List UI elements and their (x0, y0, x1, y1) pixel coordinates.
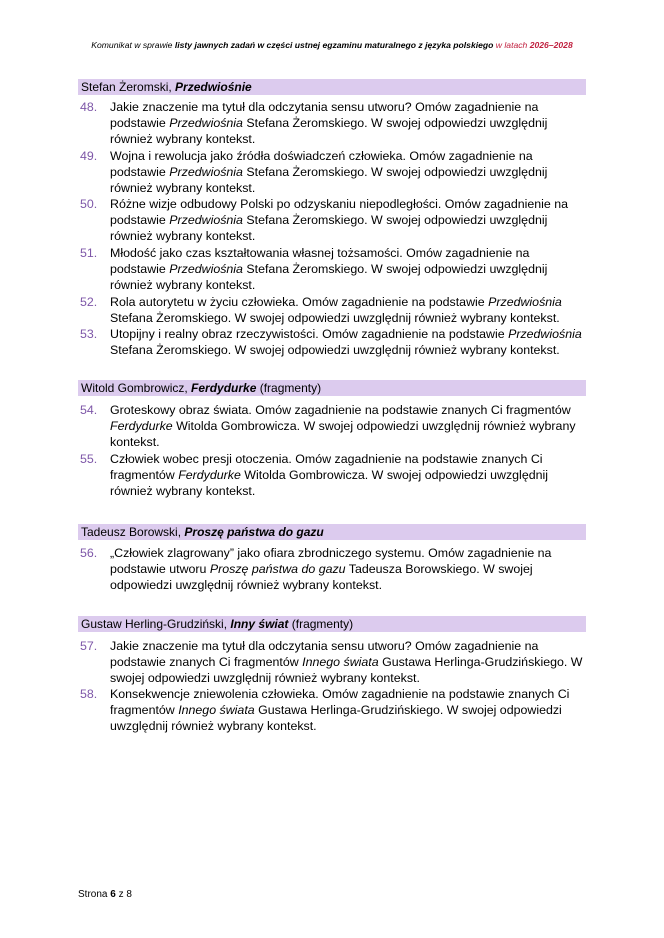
topic-text: „Człowiek zlagrowany” jako ofiara zbrodniczego systemu. Omów zagadnienie na podstawie utworu Proszę państwa do gazu Tadeusza Borowskiego. W swojej odpowiedzi uwzględnij również wybrany kontekst. (110, 546, 552, 593)
topic-item-52 (80, 294, 586, 326)
topic-number: 49. (80, 149, 98, 163)
topic-item-54 (80, 402, 586, 451)
footer-of: z (115, 889, 127, 900)
topic-number: 56. (80, 546, 98, 560)
topic-text: Różne wizje odbudowy Polski po odzyskaniu niepodległości. Omów zagadnienie na podstawie Przedwiośnia Stefana Żeromskiego. W swojej odpowiedzi uwzględnij również wybrany kontekst. (110, 197, 569, 244)
topic-text: Jakie znaczenie ma tytuł dla odczytania sensu utworu? Omów zagadnienie na podstawie znanych Ci fragmentów Innego świata Gustawa Herlinga-Grudzińskiego. W swojej odpowiedzi uwzględnij również wybrany kontekst. (110, 639, 583, 686)
section-header-zeromski (78, 79, 586, 95)
topic-text: Rola autorytetu w życiu człowieka. Omów zagadnienie na podstawie Przedwiośnia Stefana Żeromskiego. W swojej odpowiedzi uwzględnij również wybrany kontekst. (110, 295, 562, 326)
topic-number: 55. (80, 452, 98, 466)
section-header-herling-grudzinski (78, 616, 586, 632)
topic-number: 53. (80, 327, 98, 341)
footer-label: Strona (78, 889, 111, 900)
topic-number: 54. (80, 403, 98, 417)
page-footer (78, 889, 132, 900)
topic-item-58 (80, 686, 586, 735)
header-years: 2026–2028 (529, 40, 573, 50)
topic-number: 58. (80, 687, 98, 701)
page-number: 6 (110, 889, 116, 900)
section-author: Stefan Żeromski, (81, 80, 176, 94)
topic-number: 50. (80, 197, 98, 211)
section-work-title: Inny świat (230, 617, 289, 631)
section-suffix: (fragmenty) (288, 617, 354, 631)
topic-text: Młodość jako czas kształtowania własnej tożsamości. Omów zagadnienie na podstawie Przedwiośnia Stefana Żeromskiego. W swojej odpowiedzi uwzględnij również wybrany kontekst. (110, 246, 548, 293)
section-header-gombrowicz (78, 380, 586, 396)
section-work-title: Przedwiośnie (175, 80, 252, 94)
topic-number: 51. (80, 246, 98, 260)
header-accent-text: w latach (493, 40, 530, 50)
topic-number: 52. (80, 295, 98, 309)
topic-number: 57. (80, 639, 98, 653)
topic-item-56 (80, 545, 586, 594)
section-author: Gustaw Herling-Grudziński, (81, 617, 231, 631)
topic-item-53 (80, 326, 586, 358)
section-author: Tadeusz Borowski, (81, 525, 185, 539)
header-text: Komunikat w sprawie (91, 40, 175, 50)
header-bold-text: listy jawnych zadań w części ustnej egzaminu maturalnego z języka polskiego (174, 40, 494, 50)
topic-text: Utopijny i realny obraz rzeczywistości. Omów zagadnienie na podstawie Przedwiośnia Stefana Żeromskiego. W swojej odpowiedzi uwzględnij również wybrany kontekst. (110, 327, 582, 358)
section-header-borowski (78, 524, 586, 540)
topic-number: 48. (80, 100, 98, 114)
section-author: Witold Gombrowicz, (81, 381, 192, 395)
topic-text: Człowiek wobec presji otoczenia. Omów zagadnienie na podstawie znanych Ci fragmentów Ferdydurke Witolda Gombrowicza. W swojej odpowiedzi uwzględnij również wybrany kontekst. (110, 452, 548, 499)
topic-item-49 (80, 148, 586, 197)
topic-item-51 (80, 245, 586, 294)
topic-text: Jakie znaczenie ma tytuł dla odczytania sensu utworu? Omów zagadnienie na podstawie Przedwiośnia Stefana Żeromskiego. W swojej odpowiedzi uwzględnij również wybrany kontekst. (110, 100, 548, 147)
page-total: 8 (126, 889, 132, 900)
topic-text: Groteskowy obraz świata. Omów zagadnienie na podstawie znanych Ci fragmentów Ferdydurke Witolda Gombrowicza. W swojej odpowiedzi uwzględnij również wybrany kontekst. (110, 403, 576, 450)
topic-item-48 (80, 99, 586, 148)
topic-text: Konsekwencje zniewolenia człowieka. Omów zagadnienie na podstawie znanych Ci fragmentów Innego świata Gustawa Herlinga-Grudzińskiego. W swojej odpowiedzi uwzględnij również wybrany kontekst. (110, 687, 570, 734)
section-suffix: (fragmenty) (256, 381, 322, 395)
topic-item-50 (80, 196, 586, 245)
topic-item-55 (80, 451, 586, 500)
page-header (0, 40, 664, 50)
topic-item-57 (80, 638, 586, 687)
topic-text: Wojna i rewolucja jako źródła doświadczeń człowieka. Omów zagadnienie na podstawie Przedwiośnia Stefana Żeromskiego. W swojej odpowiedzi uwzględnij również wybrany kontekst. (110, 149, 548, 196)
section-work-title: Ferdydurke (191, 381, 257, 395)
section-work-title: Proszę państwa do gazu (184, 525, 324, 539)
